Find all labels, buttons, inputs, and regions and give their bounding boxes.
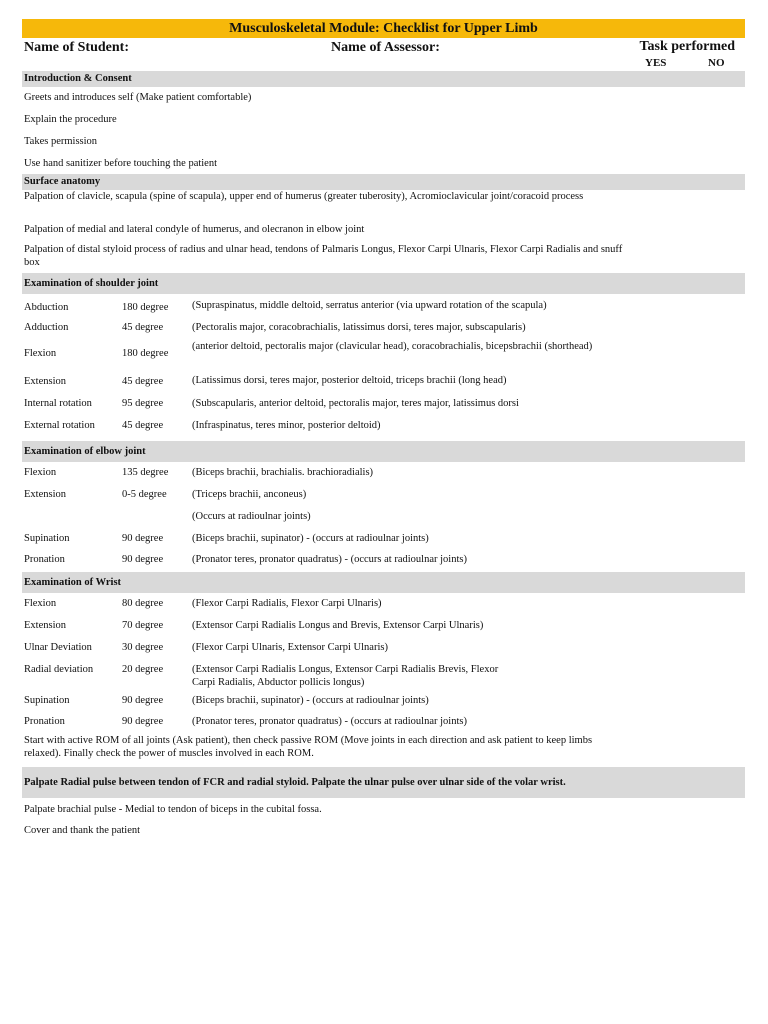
movement-name: Radial deviation (24, 664, 94, 675)
rom-instruction: Start with active ROM of all joints (Ask patient), then check passive ROM (Move joints in each direction and ask patient to keep limbs relaxed). Finally check the power of muscles involved in each ROM. (24, 735, 593, 759)
movement-muscles: (Flexor Carpi Radialis, Flexor Carpi Ulnaris) (192, 598, 382, 609)
surface-styloid-item: Palpation of distal styloid process of radius and ulnar head, tendons of Palmaris Longus, Flexor Carpi Ulnaris, Flexor Carpi Radialis and snuff box (24, 244, 623, 268)
elbow-row-radioulnar-note (22, 506, 745, 528)
movement-muscles: (Biceps brachii, supinator) - (occurs at radioulnar joints) (192, 533, 429, 544)
wrist-row-radial-deviation (22, 659, 745, 690)
movement-muscles: (Pronator teres, pronator quadratus) - (occurs at radioulnar joints) (192, 554, 467, 565)
movement-name: Supination (24, 533, 70, 544)
brachial-pulse-item: Palpate brachial pulse - Medial to tendon of biceps in the cubital fossa. (24, 804, 322, 815)
movement-muscles: (Biceps brachii, brachialis. brachioradialis) (192, 467, 374, 478)
shoulder-row-flexion (22, 338, 745, 372)
wrist-row-ulnar-deviation (22, 637, 745, 659)
movement-degree: 90 degree (122, 533, 164, 544)
elbow-row-extension (22, 484, 745, 506)
movement-name: Pronation (24, 554, 65, 565)
movement-degree: 90 degree (122, 554, 164, 565)
movement-degree: 180 degree (122, 302, 169, 313)
movement-name: Extension (24, 620, 66, 631)
movement-name: Supination (24, 695, 70, 706)
movement-muscles: (Occurs at radioulnar joints) (192, 511, 311, 522)
yes-column-label: YES (645, 57, 667, 69)
intro-permission-item: Takes permission (24, 136, 98, 147)
wrist-row-supination (22, 690, 745, 711)
shoulder-row-abduction (22, 297, 745, 319)
movement-degree: 30 degree (122, 642, 164, 653)
shoulder-row-extension (22, 372, 745, 394)
intro-sanitizer-item: Use hand sanitizer before touching the patient (24, 158, 218, 169)
movement-muscles: (Pectoralis major, coracobrachialis, latissimus dorsi, teres major, subscapularis) (192, 322, 526, 333)
elbow-row-pronation (22, 549, 745, 570)
section-shoulder-joint: Examination of shoulder joint (22, 273, 745, 294)
movement-name: Abduction (24, 302, 69, 313)
movement-name: Ulnar Deviation (24, 642, 92, 653)
movement-degree: 90 degree (122, 716, 164, 727)
wrist-row-extension (22, 615, 745, 637)
movement-degree: 135 degree (122, 467, 169, 478)
section-surface-anatomy: Surface anatomy (22, 174, 745, 190)
movement-name: Adduction (24, 322, 69, 333)
assessor-name-label: Name of Assessor: (331, 40, 440, 55)
movement-muscles: (Extensor Carpi Radialis Longus, Extensor Carpi Radialis Brevis, Flexor Carpi Radialis, Abductor pollicis longus) (192, 664, 499, 688)
checklist-document (22, 19, 745, 837)
movement-degree: 45 degree (122, 420, 164, 431)
movement-muscles: (Supraspinatus, middle deltoid, serratus anterior (via upward rotation of the scapula) (192, 300, 547, 311)
movement-muscles: (Pronator teres, pronator quadratus) - (occurs at radioulnar joints) (192, 716, 467, 727)
elbow-row-flexion (22, 462, 745, 484)
movement-name: Internal rotation (24, 398, 92, 409)
movement-degree: 80 degree (122, 598, 164, 609)
movement-degree: 70 degree (122, 620, 164, 631)
movement-name: External rotation (24, 420, 95, 431)
document-title: Musculoskeletal Module: Checklist for Upper Limb (22, 19, 745, 38)
wrist-row-pronation (22, 711, 745, 732)
wrist-row-flexion (22, 593, 745, 615)
no-column-label: NO (708, 57, 725, 69)
shoulder-row-adduction (22, 319, 745, 338)
shoulder-row-external-rotation (22, 416, 745, 438)
surface-humerus-item: Palpation of medial and lateral condyle of humerus, and olecranon in elbow joint (24, 224, 365, 235)
pulse-instruction: Palpate Radial pulse between tendon of FCR and radial styloid. Palpate the ulnar pulse over ulnar side of the volar wrist. (22, 767, 745, 798)
header-row (22, 38, 745, 68)
elbow-row-supination (22, 528, 745, 549)
movement-muscles: (Extensor Carpi Radialis Longus and Brevis, Extensor Carpi Ulnaris) (192, 620, 484, 631)
section-elbow-joint: Examination of elbow joint (22, 441, 745, 462)
movement-muscles: (anterior deltoid, pectoralis major (clavicular head), coracobrachialis, bicepsbrachii (shorthead) (192, 341, 593, 352)
intro-explain-item: Explain the procedure (24, 114, 117, 125)
cover-thank-item: Cover and thank the patient (24, 825, 141, 836)
surface-clavicle-item: Palpation of clavicle, scapula (spine of scapula), upper end of humerus (greater tuberosity), Acromioclavicular joint/coracoid process (24, 191, 584, 202)
task-performed-label: Task performed (639, 39, 735, 54)
intro-greets-item: Greets and introduces self (Make patient comfortable) (24, 92, 252, 103)
section-introduction-consent: Introduction & Consent (22, 71, 745, 87)
student-name-label: Name of Student: (24, 40, 129, 55)
movement-degree: 0-5 degree (122, 489, 167, 500)
movement-degree: 20 degree (122, 664, 164, 675)
movement-muscles: (Infraspinatus, teres minor, posterior deltoid) (192, 420, 381, 431)
movement-name: Flexion (24, 598, 57, 609)
movement-muscles: (Flexor Carpi Ulnaris, Extensor Carpi Ulnaris) (192, 642, 388, 653)
movement-degree: 95 degree (122, 398, 164, 409)
movement-degree: 45 degree (122, 376, 164, 387)
movement-name: Flexion (24, 348, 57, 359)
shoulder-row-internal-rotation (22, 394, 745, 416)
movement-name: Extension (24, 489, 66, 500)
movement-muscles: (Biceps brachii, supinator) - (occurs at radioulnar joints) (192, 695, 429, 706)
movement-degree: 45 degree (122, 322, 164, 333)
movement-muscles: (Subscapularis, anterior deltoid, pectoralis major, teres major, latissimus dorsi (192, 398, 519, 409)
movement-name: Extension (24, 376, 66, 387)
movement-degree: 90 degree (122, 695, 164, 706)
section-wrist: Examination of Wrist (22, 572, 745, 593)
movement-name: Pronation (24, 716, 65, 727)
movement-name: Flexion (24, 467, 57, 478)
movement-degree: 180 degree (122, 348, 169, 359)
movement-muscles: (Triceps brachii, anconeus) (192, 489, 307, 500)
movement-muscles: (Latissimus dorsi, teres major, posterior deltoid, triceps brachii (long head) (192, 375, 507, 386)
